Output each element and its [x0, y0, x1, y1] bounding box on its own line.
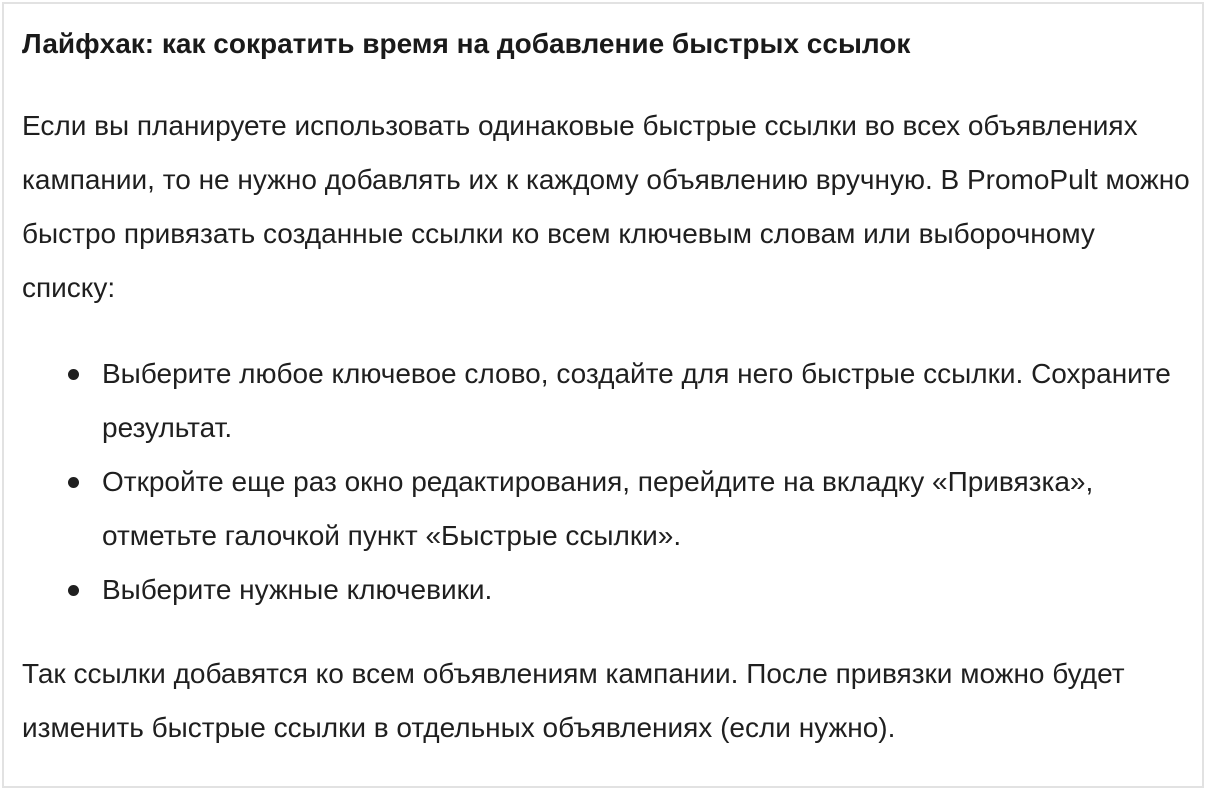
bullet-icon [68, 585, 79, 596]
bullet-icon [68, 477, 79, 488]
outro-paragraph: Так ссылки добавятся ко всем объявлениям кампании. После привязки можно будет изменить быстрые ссылки в отдельных объявлениях (если нужно). [22, 658, 1125, 743]
list-item-text: Выберите нужные ключевики. [102, 574, 493, 605]
article-card [2, 2, 1204, 788]
list-item [22, 563, 1192, 617]
article-title: Лайфхак: как сократить время на добавление быстрых ссылок [22, 28, 911, 59]
list-item-text: Выберите любое ключевое слово, создайте для него быстрые ссылки. Сохраните результат. [102, 358, 1171, 443]
steps-list [22, 347, 1192, 617]
intro-paragraph: Если вы планируете использовать одинаковые быстрые ссылки во всех объявлениях кампании, то не нужно добавлять их к каждому объявлению вручную. В PromoPult можно быстро привязать созданные ссылки ко всем ключевым словам или выборочному списку: [22, 110, 1190, 303]
list-item [22, 347, 1192, 455]
list-item [22, 455, 1192, 563]
list-item-text: Откройте еще раз окно редактирования, перейдите на вкладку «Привязка», отметьте галочкой пункт «Быстрые ссылки». [102, 466, 1094, 551]
bullet-icon [68, 369, 79, 380]
